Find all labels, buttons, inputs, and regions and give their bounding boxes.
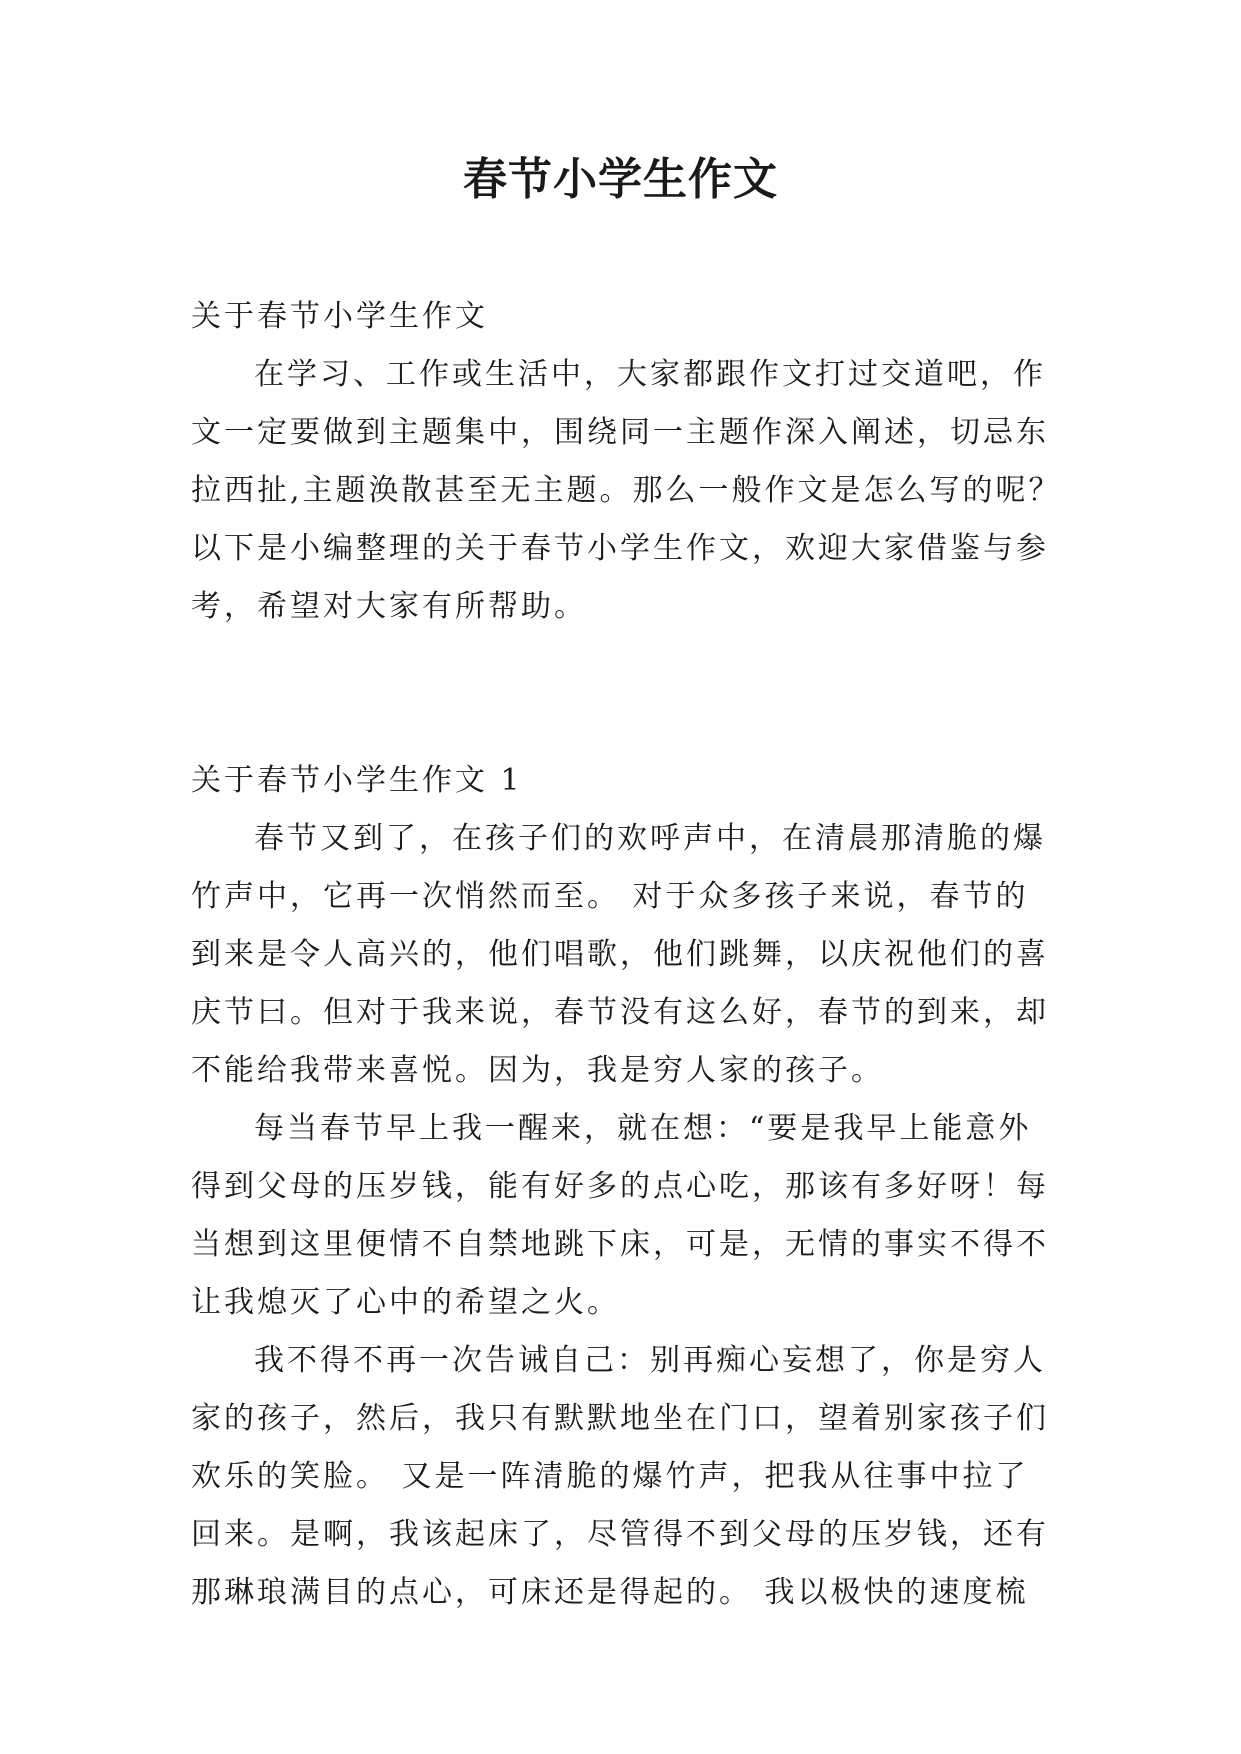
essay-paragraph-3 [191,1332,1051,1622]
document-title: 春节小学生作文 [463,154,778,205]
essay-paragraph-1 [191,810,1051,1100]
paragraph-line: 得到父母的压岁钱，能有好多的点心吃，那该有多好呀！每 [191,1169,1049,1204]
section-spacer [191,636,1051,752]
paragraph-line: 春节又到了，在孩子们的欢呼声中，在清晨那清脆的爆 [254,821,1046,856]
intro-paragraph [191,346,1062,636]
paragraph-line: 家的孩子，然后，我只有默默地坐在门口，望着别家孩子们 [191,1401,1049,1436]
paragraph-line: 文一定要做到主题集中，围绕同一主题作深入阐述，切忌东 [191,415,1049,450]
paragraph-line: 在学习、工作或生活中，大家都跟作文打过交道吧，作 [254,357,1046,392]
paragraph-line: 竹声中，它再一次悄然而至。 对于众多孩子来说，春节的 [191,879,1029,914]
essay-paragraph-2 [191,1100,1051,1332]
paragraph-line: 当想到这里便情不自禁地跳下床，可是，无情的事实不得不 [191,1227,1049,1262]
paragraph-line: 到来是令人高兴的，他们唱歌，他们跳舞，以庆祝他们的喜 [191,937,1049,972]
paragraph-line: 每当春节早上我一醒来，就在想：“要是我早上能意外 [254,1111,1032,1146]
paragraph-line: 回来。是啊，我该起床了，尽管得不到父母的压岁钱，还有 [191,1517,1049,1552]
paragraph-line: 以下是小编整理的关于春节小学生作文，欢迎大家借鉴与参 [191,531,1049,566]
paragraph-line: 不能给我带来喜悦。因为，我是穷人家的孩子。 [191,1053,884,1088]
paragraph-line: 那琳琅满目的点心，可床还是得起的。 我以极快的速度梳 [191,1575,1029,1610]
paragraph-line: 欢乐的笑脸。 又是一阵清脆的爆竹声，把我从往事中拉了 [191,1459,1029,1494]
paragraph-line: 让我熄灭了心中的希望之火。 [191,1285,620,1320]
paragraph-line: 我不得不再一次告诫自己：别再痴心妄想了，你是穷人 [254,1343,1046,1378]
essay-heading: 关于春节小学生作文 1 [191,763,523,798]
document-body [191,288,1062,1622]
paragraph-line: 庆节曰。但对于我来说，春节没有这么好，春节的到来，却 [191,995,1049,1030]
section-heading: 关于春节小学生作文 [191,299,488,334]
paragraph-line: 拉西扯,主题涣散甚至无主题。那么一般作文是怎么写的呢？ [191,473,1062,508]
paragraph-line: 考，希望对大家有所帮助。 [191,589,587,624]
